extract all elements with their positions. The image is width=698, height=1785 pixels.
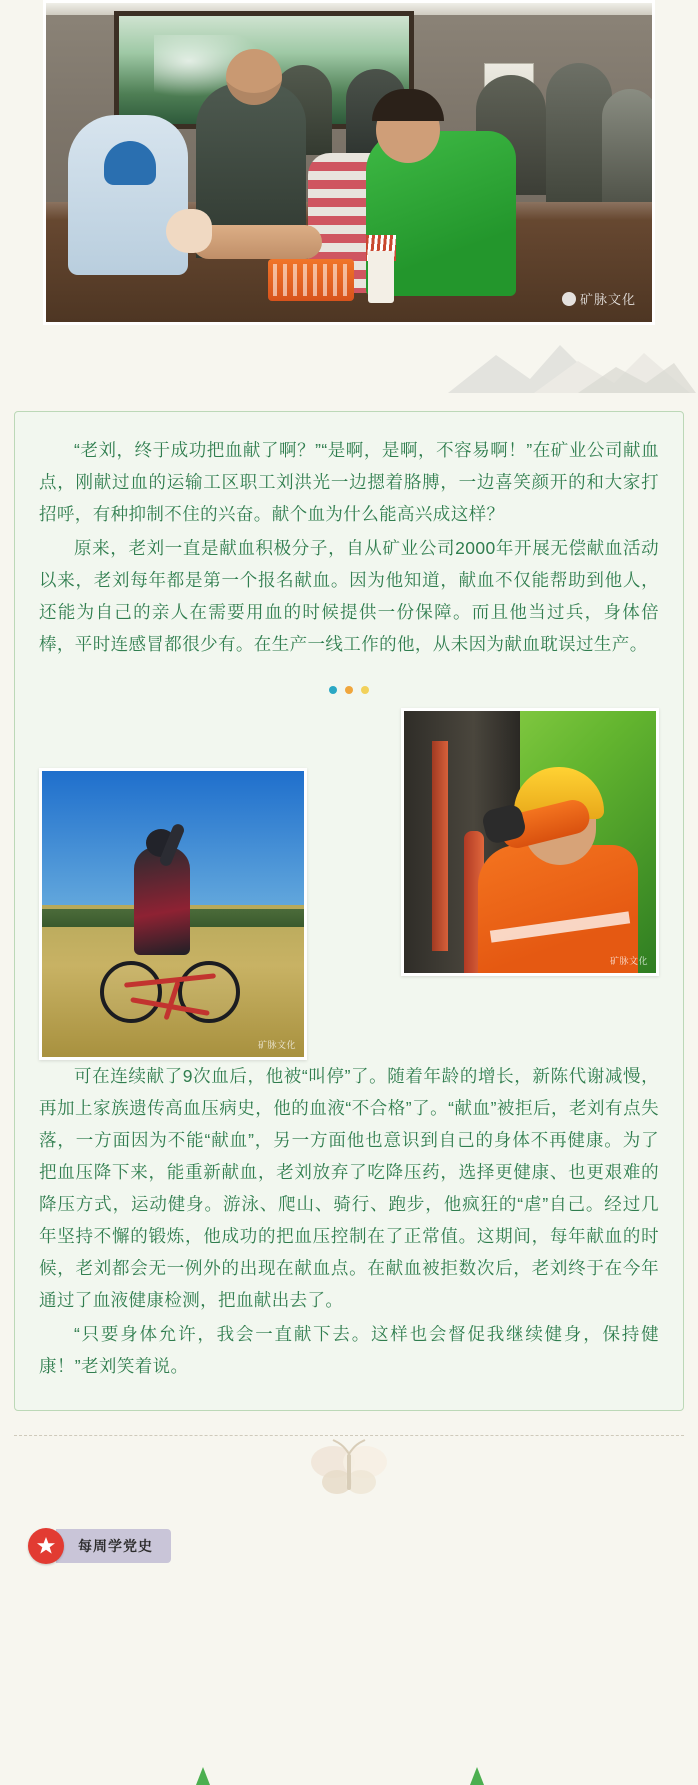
dot-3 (361, 686, 369, 694)
dot-1 (329, 686, 337, 694)
machine-pipe (432, 741, 448, 951)
paper-cup (368, 251, 394, 303)
bicycle-seat-post (163, 981, 180, 1021)
watermark-logo-icon (562, 292, 576, 306)
sprout-icon (470, 1767, 484, 1785)
nurse-in-white-coat (68, 115, 188, 275)
hero-scene (46, 3, 652, 322)
blood-sample-tray (268, 259, 354, 301)
photo-collage (39, 708, 659, 1060)
footer-sprouts (0, 1759, 698, 1785)
footer-tag[interactable] (28, 1528, 698, 1564)
paragraph-3: 可在连续献了9次血后，他被“叫停”了。随着年龄的增长，新陈代谢减慢，再加上家族遗传高血压病史，他的血液“不合格”了。“献血”被拒后，老刘有点失落，一方面因为不能“献血”，另一方面他也意识到自己的身体不再健康。为了把血压降下来，能重新献血，老刘放弃了吃降压药，选择更健康、也更艰难的降压方式，运动健身。游泳、爬山、骑行、跑步，他疯狂的“虐”自己。经过几年坚持不懈的锻炼，他成功的把血压控制在了正常值。这期间，每年献血的时候，老刘都会无一例外的出现在献血点。在献血被拒数次后，老刘终于在今年通过了血液健康检测，把血献出去了。 (39, 1066, 659, 1310)
bicycle (100, 963, 240, 1023)
article-card (14, 411, 684, 1411)
paragraph-2: 原来，老刘一直是献血积极分子，自从矿业公司2000年开展无偿献血活动以来，老刘每年都是第一个报名献血。因为他知道，献血不仅能帮助到他人，还能为自己的亲人在需要用血的时候提供一份保障。而且他当过兵，身体倍棒，平时连感冒都很少有。在生产一线工作的他，从未因为献血耽误过生产。 (39, 538, 659, 654)
star-glyph-icon (35, 1535, 57, 1557)
mountain-icon (438, 337, 698, 397)
butterfly-icon (301, 1438, 397, 1502)
footer-tag-label[interactable]: 每周学党史 (56, 1529, 171, 1563)
hero-photo (43, 0, 655, 325)
cycling-photo-watermark: 矿脉文化 (257, 1040, 296, 1050)
section-divider (14, 1435, 684, 1522)
bicycle-wheel-left (100, 961, 162, 1023)
hero-image-section (0, 0, 698, 325)
paragraph-1: “老刘，终于成功把血献了啊？”“是啊，是啊，不容易啊！”在矿业公司献血点，刚献过血的运输工区职工刘洪光一边摁着胳膊，一边喜笑颜开的和大家打招呼，有种抑制不住的兴奋。献个血为什么能高兴成这样？ (39, 440, 659, 524)
cycling-photo (39, 768, 307, 1060)
hero-watermark-text: 矿脉文化 (579, 292, 636, 307)
paragraph-4: “只要身体允许，我会一直献下去。这样也会督促我继续健身，保持健康！”老刘笑着说。 (39, 1324, 659, 1376)
sprout-icon (196, 1767, 210, 1785)
donor-head (376, 97, 440, 163)
hero-watermark (562, 289, 636, 308)
party-star-icon (28, 1528, 64, 1564)
background-person (602, 89, 655, 209)
worker-photo-watermark: 矿脉文化 (609, 956, 648, 966)
worker-photo (401, 708, 659, 976)
dot-2 (345, 686, 353, 694)
dot-separator (39, 686, 659, 694)
mountain-decoration (0, 333, 698, 397)
gloved-hand (166, 209, 212, 253)
